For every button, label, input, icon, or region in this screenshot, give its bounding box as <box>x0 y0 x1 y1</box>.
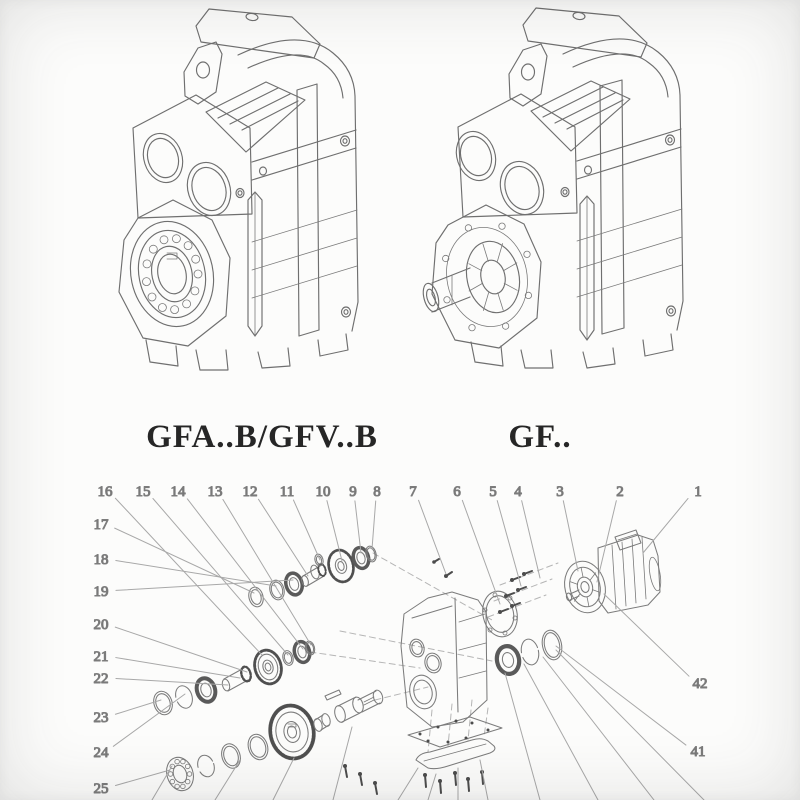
cover-bolts <box>343 764 484 794</box>
output-shaft-assembly <box>162 689 384 794</box>
motor-part <box>559 530 663 617</box>
callout-18: 18 <box>93 552 109 568</box>
callout-16: 16 <box>97 484 113 500</box>
model-label-gf: GF.. <box>508 419 572 455</box>
callout-1: 1 <box>694 484 702 500</box>
callout-42: 42 <box>692 676 708 692</box>
callout-23: 23 <box>93 710 109 726</box>
cut-leader-line <box>505 673 540 800</box>
leader-line-12 <box>258 499 308 576</box>
cut-leader-line <box>480 760 488 800</box>
callout-11: 11 <box>279 484 295 500</box>
model-label-gfab-gfvb: GFA..B/GFV..B <box>146 419 378 455</box>
callout-7: 7 <box>409 484 417 500</box>
callout-layer <box>94 484 708 800</box>
cut-leader-line <box>152 766 172 800</box>
callout-2: 2 <box>616 484 624 500</box>
leader-line-8 <box>372 501 376 549</box>
cut-leader-line <box>524 664 598 800</box>
leader-line-19 <box>116 580 293 590</box>
leader-line-1 <box>643 498 688 553</box>
callout-14: 14 <box>170 484 186 500</box>
callout-22: 22 <box>93 671 109 687</box>
input-shaft-assembly <box>247 545 378 608</box>
callout-13: 13 <box>207 484 223 500</box>
leader-line-20 <box>115 627 247 672</box>
callout-6: 6 <box>453 484 461 500</box>
leader-line-7 <box>419 500 446 574</box>
callout-3: 3 <box>556 484 564 500</box>
leader-line-3 <box>563 501 578 571</box>
housing-part <box>401 559 487 727</box>
gearbox-hollow-shaft-drawing <box>119 9 358 370</box>
leader-line-5 <box>497 501 521 586</box>
cut-leader-line <box>333 727 352 800</box>
cut-leader-line <box>398 768 418 800</box>
bottom-cover-part <box>408 717 502 769</box>
callout-21: 21 <box>93 649 109 665</box>
leader-line-9 <box>355 501 361 553</box>
callout-25: 25 <box>93 781 109 797</box>
leader-line-4 <box>522 501 540 578</box>
callout-20: 20 <box>93 617 109 633</box>
callout-19: 19 <box>93 584 109 600</box>
flange-bolt-holes <box>443 223 532 331</box>
gearbox-solid-shaft-drawing <box>420 8 683 368</box>
leader-line-13 <box>223 499 311 645</box>
callout-24: 24 <box>93 745 109 761</box>
cut-leader-line <box>273 758 294 800</box>
input-bearing-and-rings <box>494 628 564 676</box>
cut-leader-line <box>556 650 704 800</box>
leader-line-14 <box>187 499 303 649</box>
leader-line-24 <box>113 694 185 746</box>
callout-4: 4 <box>514 484 522 500</box>
leader-line-16 <box>115 498 262 655</box>
cut-leader-line <box>428 774 436 800</box>
callout-8: 8 <box>373 484 381 500</box>
leader-line-23 <box>115 700 161 714</box>
callout-5: 5 <box>489 484 497 500</box>
callout-15: 15 <box>135 484 151 500</box>
leader-line-11 <box>293 500 320 560</box>
callout-9: 9 <box>349 484 357 500</box>
callout-12: 12 <box>242 484 258 500</box>
leader-line-21 <box>116 658 240 678</box>
exploded-view-diagram <box>94 484 708 800</box>
callout-17: 17 <box>93 517 109 533</box>
leader-line-6 <box>462 500 500 604</box>
callout-41: 41 <box>690 744 706 760</box>
assembly-axis-lines <box>310 553 558 752</box>
callout-10: 10 <box>315 484 331 500</box>
leader-line-42 <box>604 594 689 676</box>
leader-line-41 <box>556 646 686 745</box>
